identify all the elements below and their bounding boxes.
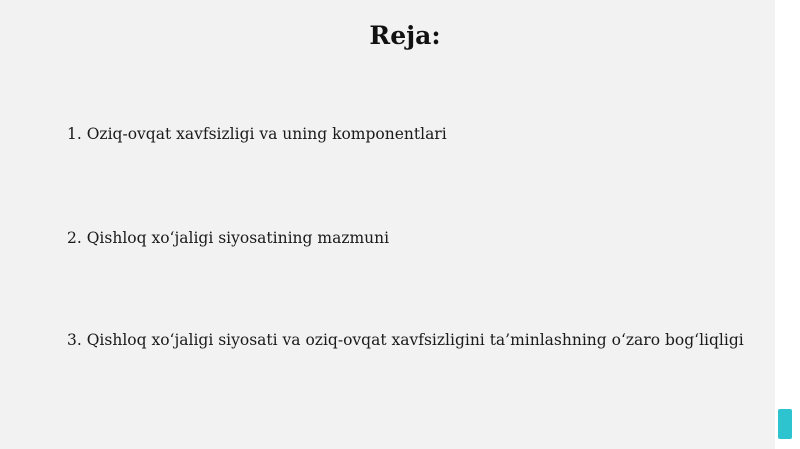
scrollbar-thumb[interactable]	[778, 409, 792, 439]
agenda-item-1: 1. Oziq-ovqat xavfsizligi va uning komponentlari	[67, 125, 447, 143]
agenda-item-3: 3. Qishloq xo‘jaligi siyosati va oziq-ovqat xavfsizligini ta’minlashning o‘zaro bog‘liqligi	[67, 331, 744, 349]
scrollbar-track[interactable]	[775, 0, 800, 449]
agenda-item-2: 2. Qishloq xo‘jaligi siyosatining mazmuni	[67, 229, 390, 247]
slide-title: Reja:	[369, 21, 441, 50]
